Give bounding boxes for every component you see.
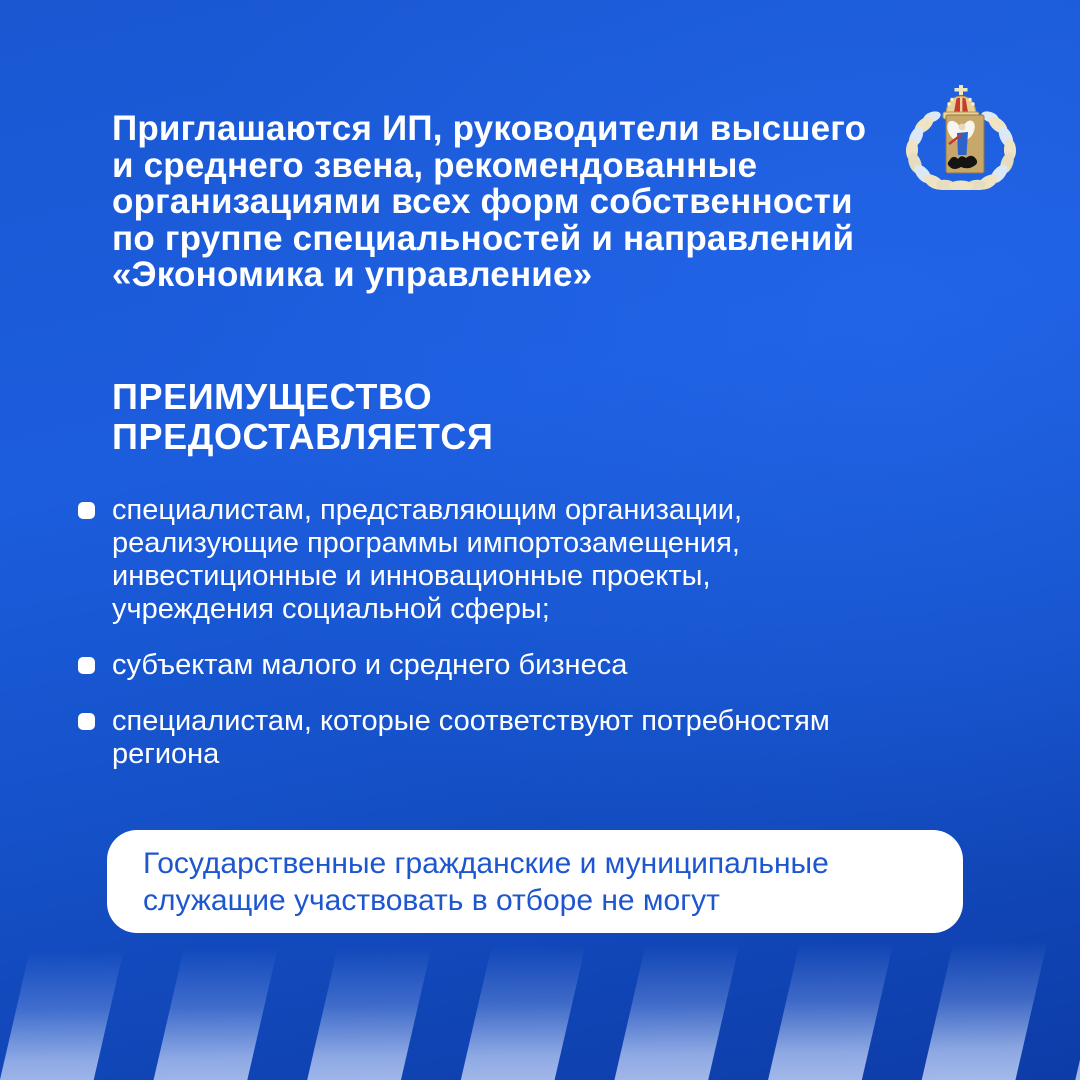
list-item bbox=[78, 649, 978, 682]
bullet-square-icon bbox=[78, 713, 95, 730]
advantage-list bbox=[78, 494, 978, 771]
stripe bbox=[1072, 939, 1080, 1080]
list-item-line: региона bbox=[112, 738, 220, 770]
list-item-line: реализующие программы импортозамещения, bbox=[112, 527, 740, 559]
intro-line: Приглашаются ИП, руководители высшего bbox=[112, 109, 867, 148]
bottom-stripes bbox=[0, 940, 1080, 1080]
list-item-line: специалистам, которые соответствуют потребностям bbox=[112, 705, 830, 737]
stripe bbox=[0, 950, 124, 1080]
intro-line: организациями всех форм собственности bbox=[112, 182, 853, 221]
notice-card bbox=[107, 830, 963, 933]
stripe bbox=[148, 949, 277, 1080]
advantage-heading bbox=[112, 377, 493, 457]
list-item-line: субъектам малого и среднего бизнеса bbox=[112, 649, 628, 681]
intro-line: по группе специальностей и направлений bbox=[112, 218, 855, 258]
notice-line: Государственные гражданские и муниципальные bbox=[143, 847, 829, 880]
coat-of-arms-icon bbox=[902, 84, 1020, 190]
bullet-square-icon bbox=[78, 657, 95, 674]
list-item-line: специалистам, представляющим организации, bbox=[112, 494, 743, 526]
bullet-square-icon bbox=[78, 502, 95, 519]
intro-line: «Экономика и управление» bbox=[112, 255, 593, 294]
heading-line: ПРЕДОСТАВЛЯЕТСЯ bbox=[112, 416, 494, 457]
stripe bbox=[764, 942, 893, 1080]
list-item-line: учреждения социальной сферы; bbox=[112, 593, 550, 625]
list-item bbox=[78, 494, 978, 626]
intro-line: и среднего звена, рекомендованные bbox=[112, 145, 758, 185]
intro-text bbox=[112, 111, 866, 294]
stripe bbox=[918, 941, 1047, 1080]
list-item-text bbox=[112, 649, 627, 682]
list-item-text bbox=[112, 705, 830, 771]
stripe bbox=[610, 944, 739, 1080]
stripe bbox=[456, 946, 585, 1080]
stripe bbox=[302, 947, 431, 1080]
crown bbox=[943, 85, 979, 119]
list-item-text bbox=[112, 494, 742, 626]
heading-line: ПРЕИМУЩЕСТВО bbox=[112, 376, 433, 417]
list-item bbox=[78, 705, 978, 771]
list-item-line: инвестиционные и инновационные проекты, bbox=[112, 560, 711, 592]
notice-line: служащие участвовать в отборе не могут bbox=[143, 884, 720, 917]
